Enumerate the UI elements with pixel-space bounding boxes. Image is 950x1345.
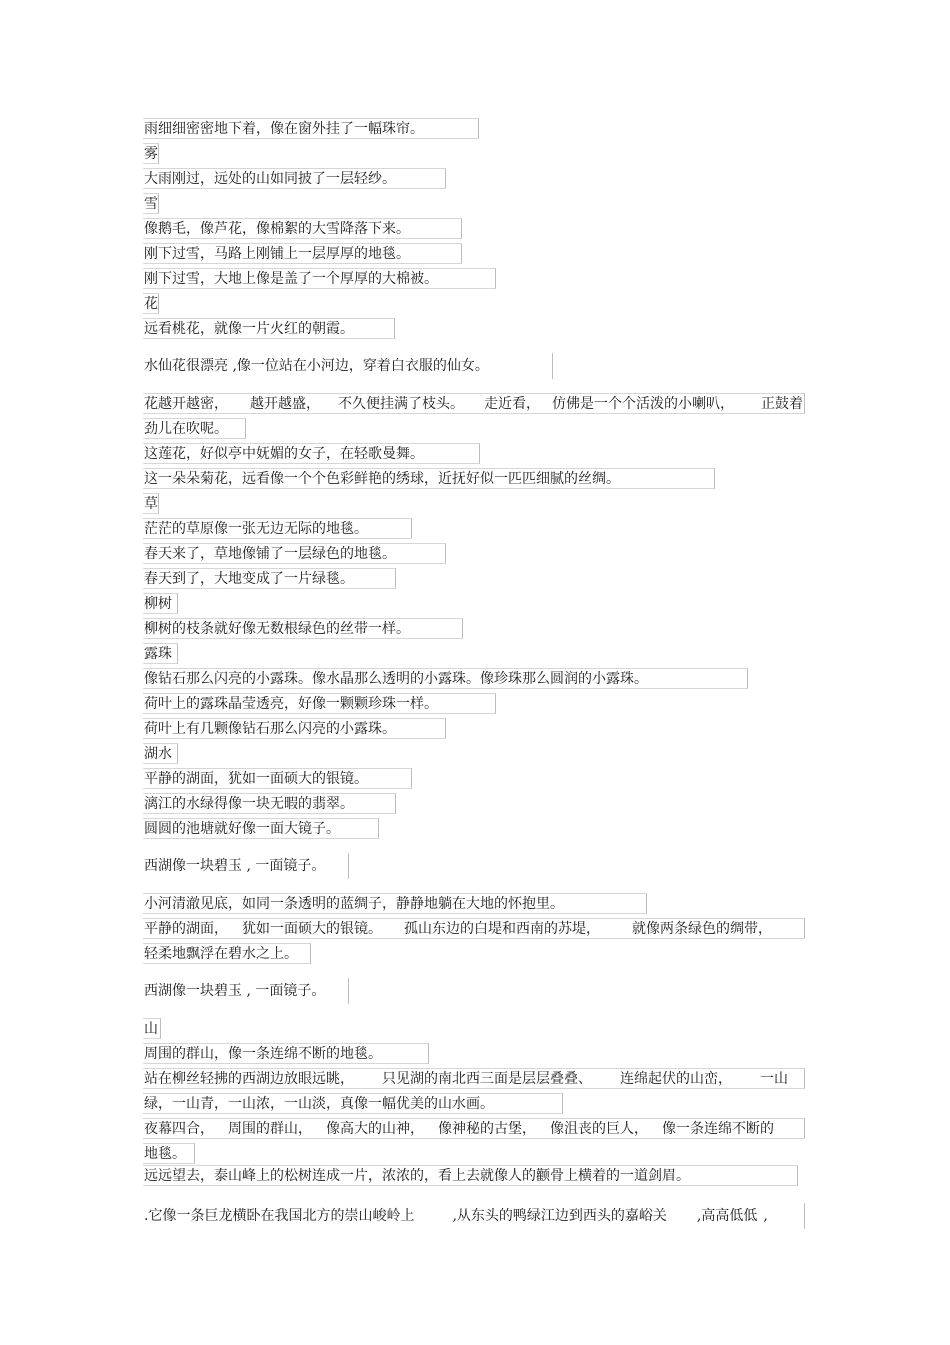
text-segment: 孤山东边的白堤和西南的苏堤，	[404, 921, 600, 937]
text-segment: ,从东头的鸭绿江边到西头的嘉峪关	[452, 1208, 667, 1224]
text-line: 荷叶上的露珠晶莹透亮，好像一颗颗珍珠一样。	[143, 693, 496, 714]
text-segment: 就像两条绿色的绸带，	[632, 921, 772, 937]
text-segment: 花越开越密，	[144, 396, 228, 412]
text-line: 轻柔地飘浮在碧水之上。	[143, 943, 311, 964]
text-line: 像鹅毛，像芦花，像棉絮的大雪降落下来。	[143, 218, 462, 239]
text-line: 绿，一山青，一山浓，一山淡，真像一幅优美的山水画。	[143, 1093, 563, 1114]
text-line	[143, 1068, 805, 1089]
text-line: 大雨刚过，远处的山如同披了一层轻纱。	[143, 168, 446, 189]
text-line: 柳树的枝条就好像无数根绿色的丝带一样。	[143, 618, 463, 639]
text-segment: 犹如一面硕大的银镜。	[242, 921, 382, 937]
text-segment: 平静的湖面，	[144, 921, 228, 937]
text-line: 这一朵朵菊花，远看像一个个色彩鲜艳的绣球，近抚好似一匹匹细腻的丝绸。	[143, 468, 715, 489]
text-line: 地毯。	[143, 1143, 195, 1164]
text-segment: 像一条连绵不断的	[662, 1121, 774, 1137]
text-segment: 走近看，	[484, 396, 540, 412]
text-line: 雨细细密密地下着，像在窗外挂了一幅珠帘。	[143, 118, 479, 139]
text-line: 周围的群山，像一条连绵不断的地毯。	[143, 1043, 429, 1064]
section-heading: 柳树	[143, 593, 178, 614]
text-line: 春天来了，草地像铺了一层绿色的地毯。	[143, 543, 446, 564]
text-line: 刚下过雪，马路上刚铺上一层厚厚的地毯。	[143, 243, 462, 264]
text-segment: 连绵起伏的山峦，	[620, 1071, 732, 1087]
text-segment: 一山	[760, 1071, 788, 1087]
text-segment: 正鼓着	[761, 396, 803, 412]
text-line: 西湖像一块碧玉 , 一面镜子。	[143, 853, 349, 879]
text-line	[143, 1118, 805, 1139]
section-heading: 湖水	[143, 743, 178, 764]
section-heading: 草	[143, 493, 159, 514]
text-line: 平静的湖面，犹如一面硕大的银镜。	[143, 768, 412, 789]
text-line: 这莲花，好似亭中妩媚的女子，在轻歌曼舞。	[143, 443, 480, 464]
text-segment: 像神秘的古堡，	[438, 1121, 536, 1137]
section-heading: 花	[143, 293, 159, 314]
text-line	[143, 1203, 805, 1229]
text-line: 小河清澈见底，如同一条透明的蓝绸子，静静地躺在大地的怀抱里。	[143, 893, 647, 914]
text-segment: 夜幕四合，	[144, 1121, 214, 1137]
text-segment: .它像一条巨龙横卧在我国北方的崇山峻岭上	[144, 1208, 415, 1224]
text-segment: ,	[763, 1208, 768, 1224]
text-line: 远看桃花，就像一片火红的朝霞。	[143, 318, 395, 339]
text-line: 漓江的水绿得像一块无暇的翡翠。	[143, 793, 396, 814]
text-segment: 只见湖的南北西三面是层层叠叠、	[382, 1071, 592, 1087]
text-segment: 不久便挂满了枝头。	[338, 396, 464, 412]
text-line: 春天到了，大地变成了一片绿毯。	[143, 568, 396, 589]
text-line: 圆圆的池塘就好像一面大镜子。	[143, 818, 379, 839]
section-heading: 雪	[143, 193, 159, 214]
text-line: 远远望去，泰山峰上的松树连成一片，浓浓的，看上去就像人的颧骨上横着的一道剑眉。	[143, 1165, 798, 1186]
text-line	[143, 918, 805, 939]
text-segment: 仿佛是一个个活泼的小喇叭，	[552, 396, 734, 412]
text-line: 劲儿在吹呢。	[143, 418, 246, 439]
text-line: 茫茫的草原像一张无边无际的地毯。	[143, 518, 412, 539]
text-segment: 像沮丧的巨人，	[550, 1121, 648, 1137]
text-line: 像钻石那么闪亮的小露珠。像水晶那么透明的小露珠。像珍珠那么圆润的小露珠。	[143, 668, 748, 689]
section-heading: 山	[143, 1018, 161, 1039]
text-segment: 像高大的山神，	[326, 1121, 424, 1137]
text-line: 刚下过雪，大地上像是盖了一个厚厚的大棉被。	[143, 268, 496, 289]
text-line: 荷叶上有几颗像钻石那么闪亮的小露珠。	[143, 718, 446, 739]
text-line: 西湖像一块碧玉 , 一面镜子。	[143, 978, 349, 1004]
text-line: 水仙花很漂亮 ,像一位站在小河边，穿着白衣服的仙女。	[143, 353, 553, 379]
text-segment: 周围的群山，	[228, 1121, 312, 1137]
text-line	[143, 393, 805, 414]
text-segment: 站在柳丝轻拂的西湖边放眼远眺，	[144, 1071, 354, 1087]
section-heading: 露珠	[143, 643, 178, 664]
text-segment: ,高高低低	[696, 1208, 758, 1224]
text-segment: 越开越盛，	[250, 396, 320, 412]
section-heading: 雾	[143, 143, 159, 164]
